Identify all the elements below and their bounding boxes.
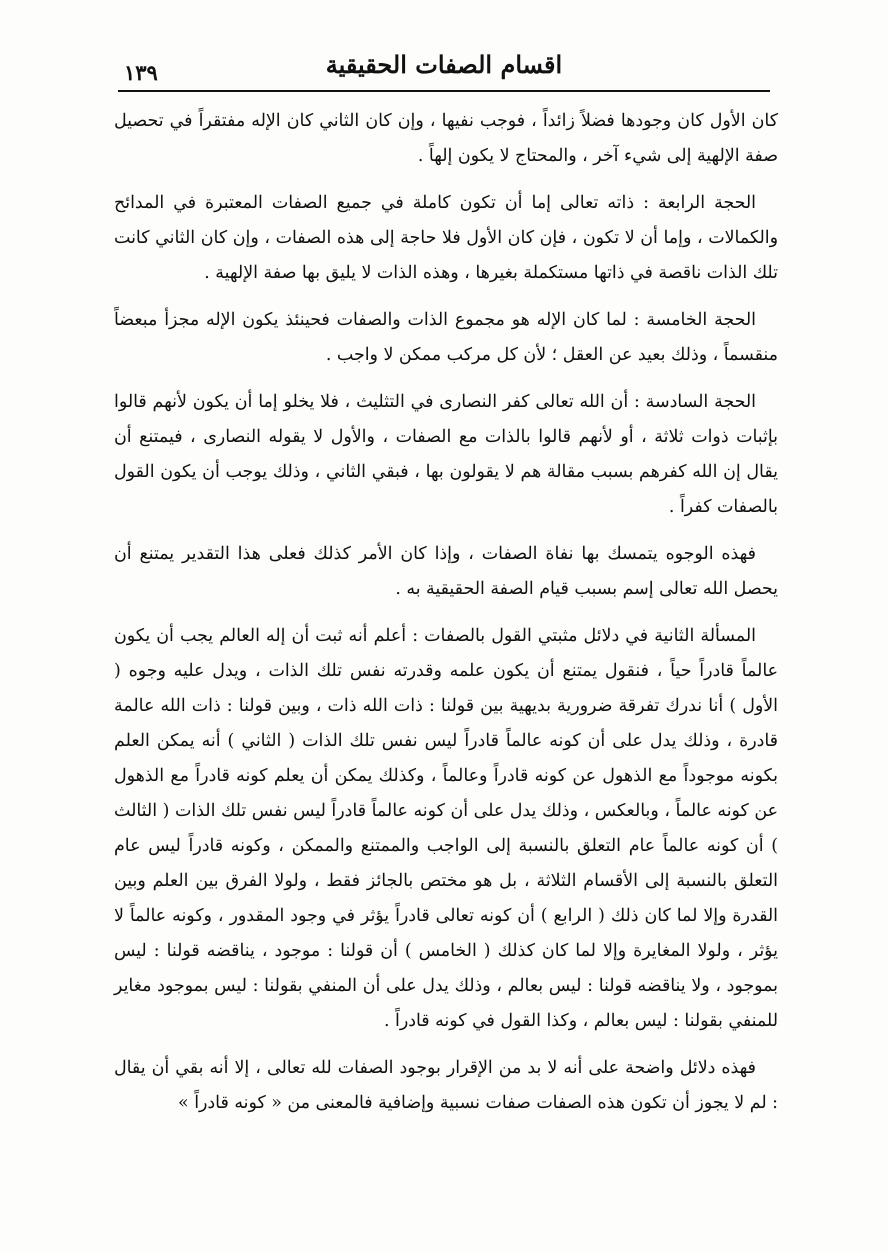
paragraph: فهذه الوجوه يتمسك بها نفاة الصفات ، وإذا كان الأمر كذلك فعلى هذا التقدير يمتنع أن يحصل الله تعالى إسم بسبب قيام الصفة الحقيقية به . bbox=[114, 544, 778, 599]
paragraph: فهذه دلائل واضحة على أنه لا بد من الإقرار بوجود الصفات لله تعالى ، إلا أنه بقي أن يقال : لم لا يجوز أن تكون هذه الصفات صفات نسبية وإضافية فالمعنى من « كونه قادراً » bbox=[114, 1058, 778, 1113]
paragraph: المسألة الثانية في دلائل مثبتي القول بالصفات : أعلم أنه ثبت أن إله العالم يجب أن يكون عالماً قادراً حياً ، فنقول يمتنع أن يكون علمه وقدرته نفس تلك الذات ، ويدل عليه وجوه ( الأول ) أنا ندرك تفرقة ضرورية بديهية بين قولنا : ذات الله ذات ، وبين قولنا : ذات الله عالمة قادرة ، وذلك يدل على أن كونه عالماً قادراً ليس نفس تلك الذات ( الثاني ) أنه يمكن العلم بكونه موجوداً مع الذهول عن كونه قادراً وعالماً ، وكذلك يمكن أن يعلم كونه قادراً مع الذهول عن كونه عالماً ، وبالعكس ، وذلك يدل على أن كونه عالماً قادراً ليس نفس تلك الذات ( الثالث ) أن كونه عالماً عام التعلق بالنسبة إلى الواجب والممتنع والممكن ، وكونه قادراً ليس عام التعلق بالنسبة إلى الأقسام الثلاثة ، بل هو مختص بالجائز فقط ، ولولا الفرق بين العلم وبين القدرة وإلا لما كان ذلك ( الرابع ) أن كونه تعالى قادراً يؤثر في وجود المقدور ، وكونه عالماً لا يؤثر ، ولولا المغايرة وإلا لما كان كذلك ( الخامس ) أن قولنا : موجود ، يناقضه قولنا : ليس بموجود ، ولا يناقضه قولنا : ليس بعالم ، وذلك يدل على أن المنفي بقولنا : ليس بموجود مغاير للمنفي بقولنا : ليس بعالم ، وكذا القول في كونه قادراً . bbox=[114, 626, 778, 1031]
page-body bbox=[114, 104, 778, 1133]
page-number: ١٣٩ bbox=[124, 60, 158, 85]
running-header bbox=[118, 48, 770, 92]
paragraph: الحجة الرابعة : ذاته تعالى إما أن تكون كاملة في جميع الصفات المعتبرة في المدائح والكمالات ، وإما أن لا تكون ، فإن كان الأول فلا حاجة إلى هذه الصفات ، وإن كان الثاني كانت تلك الذات ناقصة في ذاتها مستكملة بغيرها ، وهذه الذات لا يليق بها صفة الإلهية . bbox=[114, 193, 779, 283]
running-title: اقسام الصفات الحقيقية bbox=[325, 50, 563, 79]
header-rule bbox=[118, 90, 770, 92]
paragraph: كان الأول كان وجودها فضلاً زائداً ، فوجب نفيها ، وإن كان الثاني كان الإله مفتقراً في تحصيل صفة الإلهية إلى شيء آخر ، والمحتاج لا يكون إلهاً . bbox=[114, 111, 778, 166]
paragraph: الحجة الخامسة : لما كان الإله هو مجموع الذات والصفات فحينئذ يكون الإله مجزأ مبعضاً منقسماً ، وذلك بعيد عن العقل ؛ لأن كل مركب ممكن لا واجب . bbox=[114, 310, 778, 365]
paragraph: الحجة السادسة : أن الله تعالى كفر النصارى في التثليث ، فلا يخلو إما أن يكون لأنهم قالوا بإثبات ذوات ثلاثة ، أو لأنهم قالوا بالذات مع الصفات ، والأول لا يقوله النصارى ، فيمتنع أن يقال إن الله كفرهم بسبب مقالة هم لا يقولون بها ، فبقي الثاني ، وذلك يوجب أن يكون القول بالصفات كفراً . bbox=[114, 392, 778, 517]
